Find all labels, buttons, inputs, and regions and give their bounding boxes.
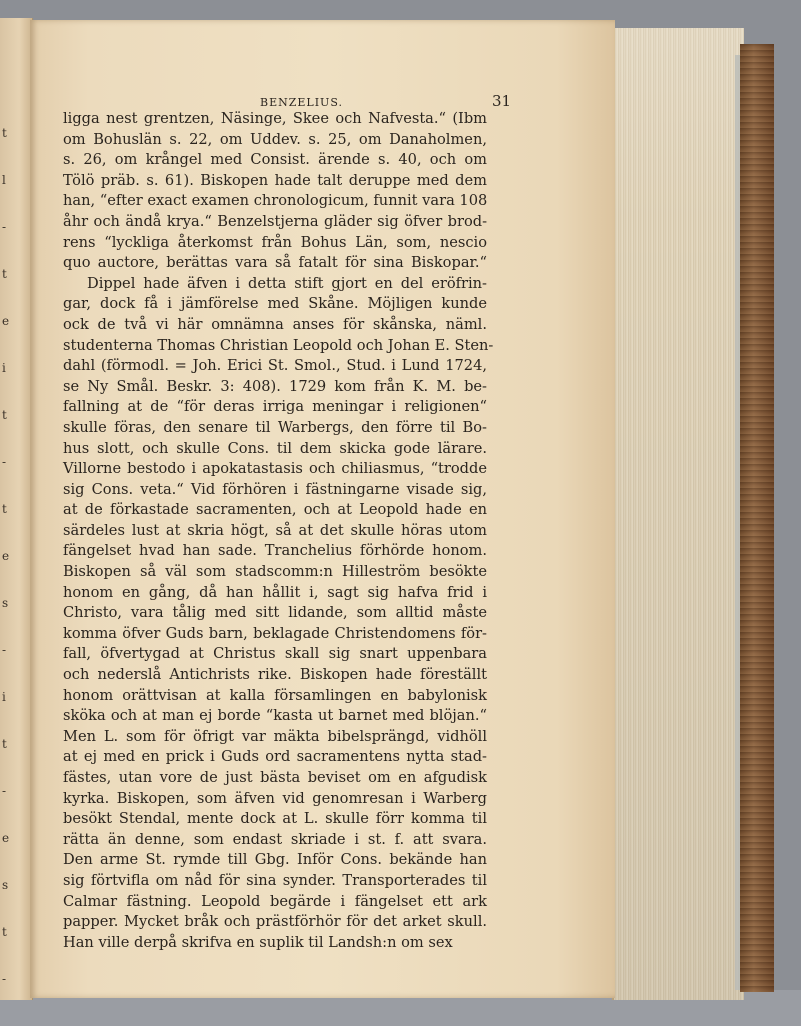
text-line: och nederslå Antichrists rike. Biskopen hade föreställt [63,666,487,684]
text-line: hus slott, och skulle Cons. til dem skicka gode lärare. [63,439,487,457]
text-line: papper. Mycket bråk och prästförhör för det arket skull. [63,913,487,931]
text-line: fall, öfvertygad at Christus skall sig snart uppenbara [63,645,487,663]
text-line: rätta än denne, som endast skriade i st. f. att svara. [63,830,487,848]
margin-fragment: l [2,173,6,187]
text-line: sig Cons. veta.“ Vid förhören i fästningarne visade sig, [63,480,487,498]
margin-fragment: t [2,267,7,281]
text-line: sköka och at man ej borde “kasta ut barnet med blöjan.“ [63,707,487,725]
left-page-edge [0,18,33,1000]
text-line: han, “efter exact examen chronologicum, funnit vara 108 [63,192,488,210]
margin-fragment: - [2,784,7,798]
margin-fragment: t [2,502,7,516]
text-line: Dippel hade äfven i detta stift gjort en del eröfrin- [87,274,487,292]
text-line: fallning at de “för deras irriga meningar i religionen“ [63,398,487,416]
text-line: skulle föras, den senare til Warbergs, den förre til Bo- [63,418,487,436]
text-line: Tölö präb. s. 61). Biskopen hade talt deruppe med dem [63,171,487,189]
text-line: Calmar fästning. Leopold begärde i fängelset ett ark [63,892,487,910]
text-line: Biskopen så väl som stadscomm:n Hilleström besökte [63,563,487,581]
text-line: besökt Stendal, mente dock at L. skulle förr komma til [63,810,487,828]
text-line: studenterna Thomas Christian Leopold och Johan E. Sten- [63,336,494,354]
text-line: quo auctore, berättas vara så fatalt för sina Biskopar.“ [63,254,487,272]
text-line: Christo, vara tålig med sitt lidande, som alltid måste [63,604,487,622]
text-line: ligga nest grentzen, Näsinge, Skee och Nafvesta.“ (Ibm [63,110,487,127]
text-line: s. 26, om krångel med Consist. ärende s. 40, och om [63,151,487,169]
margin-fragment: t [2,408,7,422]
text-line: om Bohuslän s. 22, om Uddev. s. 25, om Danaholmen, [63,130,487,148]
text-line: sig förtvifla om nåd för sina synder. Transporterades til [63,871,487,889]
page-number: 31 [492,92,512,110]
margin-fragment: e [2,314,10,328]
text-line: dahl (förmodl. = Joh. Erici St. Smol., Stud. i Lund 1724, [63,357,487,375]
text-line: fästes, utan vore de just bästa beviset om en afgudisk [63,769,487,786]
text-line: Han ville derpå skrifva en suplik til Landsh:n om sex [63,933,453,951]
book-cover-edge [740,44,774,992]
margin-fragment: e [2,549,10,563]
text-line: Villorne bestodo i apokatastasis och chiliasmus, “trodde [63,460,487,478]
running-head: BENZELIUS. [260,96,343,109]
text-line: gar, dock få i jämförelse med Skåne. Möjligen kunde [63,295,487,313]
text-line: honom en gång, då han hållit i, sagt sig hafva frid i [63,583,487,601]
text-line: komma öfver Guds barn, beklagade Christendomens för- [63,624,487,642]
margin-fragment: t [2,737,7,751]
margin-fragment: - [2,220,7,234]
margin-fragment: i [2,361,6,375]
text-line: se Ny Smål. Beskr. 3: 408). 1729 kom från K. M. be- [63,377,487,395]
margin-fragment: s [2,596,9,610]
margin-fragment: - [2,455,7,469]
margin-fragment: e [2,831,10,845]
text-line: fängelset hvad han sade. Tranchelius förhörde honom. [63,542,487,560]
text-line: at de förkastade sacramenten, och at Leopold hade en [63,501,487,519]
text-line: ock de två vi här omnämna anses för skånska, näml. [63,315,487,333]
text-line: särdeles lust at skria högt, så at det skulle höras utom [63,521,487,539]
margin-fragment: t [2,925,7,939]
text-line: kyrka. Biskopen, som äfven vid genomresan i Warberg [63,789,487,807]
margin-fragment: i [2,690,6,704]
text-line: Den arme St. rymde till Gbg. Inför Cons. bekände han [63,851,487,869]
margin-fragment: - [2,643,7,657]
text-line: Men L. som för öfrigt var mäkta bibelsprängd, vidhöll [63,727,487,745]
margin-fragment: t [2,126,7,140]
text-line: åhr och ändå krya.“ Benzelstjerna gläder sig öfver brod- [63,212,487,230]
text-line: honom orättvisan at kalla församlingen en babylonisk [63,686,487,704]
text-line: rens “lyckliga återkomst från Bohus Län, som, nescio [63,233,487,251]
text-line: at ej med en prick i Guds ord sacramentens nytta stad- [63,748,487,766]
page-block-edges [612,28,744,1000]
margin-fragment: s [2,878,9,892]
body-text [63,109,494,953]
margin-fragment: - [2,972,7,986]
